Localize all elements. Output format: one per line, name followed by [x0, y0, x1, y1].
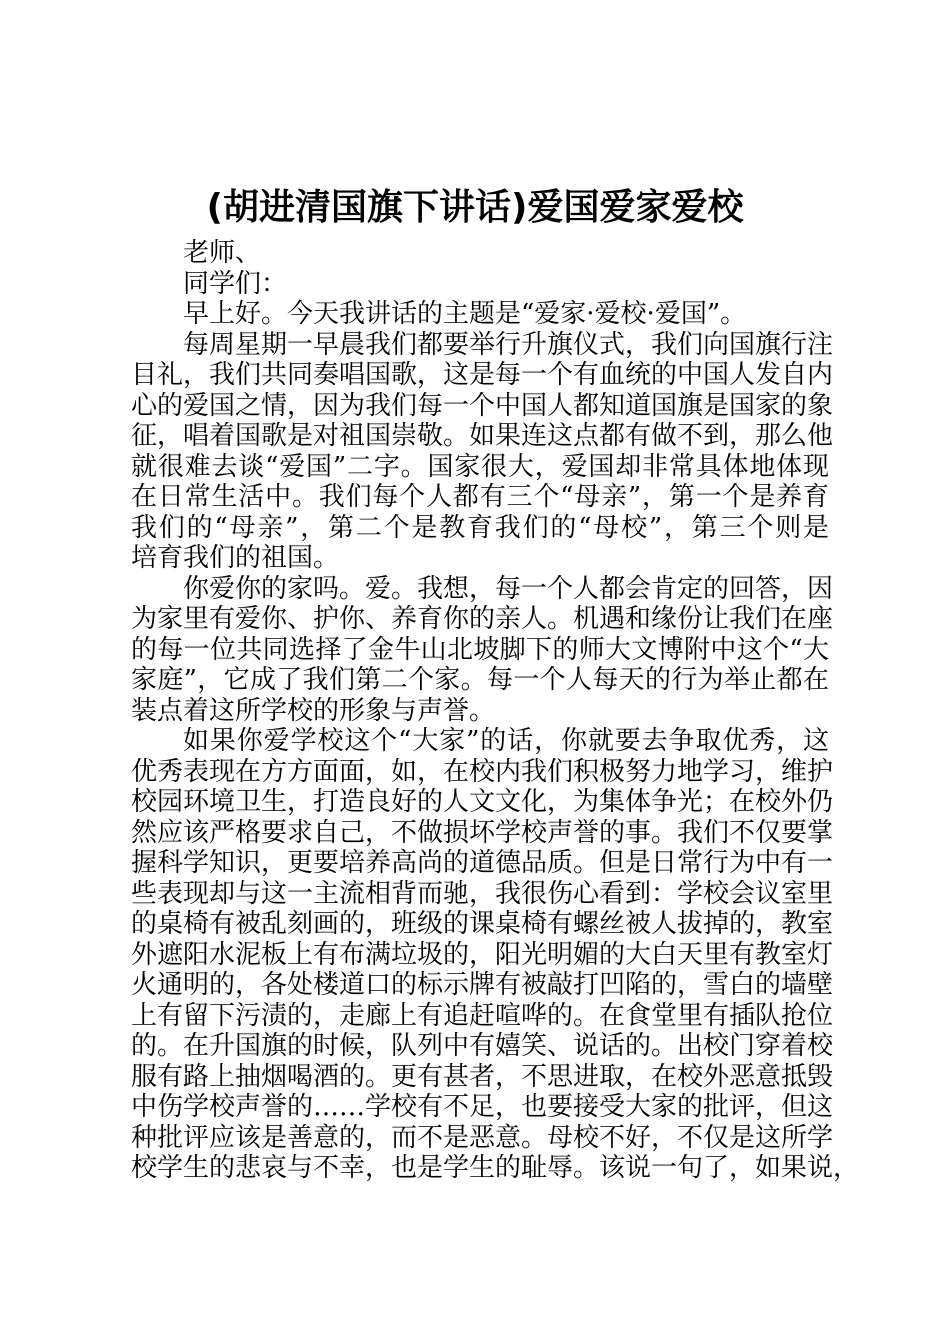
paragraph-line: 你爱你的家吗。爱。我想，每一个人都会肯定的回答，因 — [183, 573, 834, 604]
paragraph-line: 早上好。今天我讲话的主题是“爱家·爱校·爱国”。 — [183, 299, 747, 329]
paragraph-line: 老师、 — [183, 238, 262, 268]
paragraph-line: 心的爱国之情，因为我们每一个中国人都知道国旗是国家的象 — [131, 390, 834, 421]
paragraph-line: 培育我们的祖国。 — [131, 543, 340, 573]
paragraph-line: 的每一位共同选择了金牛山北坡脚下的师大文博附中这个“大 — [131, 634, 829, 665]
paragraph-line: 握科学知识，更要培养高尚的道德品质。但是日常行为中有一 — [131, 848, 834, 878]
paragraph-line: 上有留下污渍的，走廊上有追赶喧哗的。在食堂里有插队抢位 — [131, 1000, 834, 1031]
paragraph-line: 中伤学校声誉的……学校有不足，也要接受大家的批评，但这 — [131, 1092, 834, 1122]
paragraph-line: 征，唱着国歌是对祖国崇敬。如果连这点都有做不到，那么他 — [131, 421, 834, 451]
paragraph-line: 在日常生活中。我们每个人都有三个“母亲”，第一个是养育 — [131, 482, 829, 512]
paragraph-line: 的桌椅有被乱刻画的，班级的课桌椅有螺丝被人拔掉的，教室 — [131, 909, 834, 939]
paragraph-line: 优秀表现在方方面面，如，在校内我们积极努力地学习，维护 — [131, 756, 834, 787]
paragraph-line: 些表现却与这一主流相背而驰，我很伤心看到：学校会议室里 — [131, 878, 834, 909]
paragraph-line: 同学们： — [183, 268, 288, 299]
paragraph-line: 服有路上抽烟喝酒的。更有甚者，不思进取，在校外恶意抵毁 — [131, 1061, 834, 1092]
paragraph-line: 我们的“母亲”，第二个是教育我们的“母校”，第三个则是 — [131, 512, 829, 543]
document-title: (胡进清国旗下讲话)爱国爱家爱校 — [206, 187, 744, 228]
paragraph-line: 校学生的悲哀与不幸，也是学生的耻辱。该说一句了，如果说， — [131, 1153, 860, 1183]
paragraph-line: 种批评应该是善意的，而不是恶意。母校不好，不仅是这所学 — [131, 1122, 834, 1153]
paragraph-line: 如果你爱学校这个“大家”的话，你就要去争取优秀，这 — [183, 726, 829, 756]
document-body — [131, 238, 860, 1184]
paragraph-line: 装点着这所学校的形象与声誉。 — [131, 695, 496, 726]
paragraph-line: 就很难去谈“爱国”二字。国家很大，爱国却非常具体地体现 — [131, 451, 829, 482]
paragraph-line: 火通明的，各处楼道口的标示牌有被敲打凹陷的，雪白的墙壁 — [131, 970, 834, 1000]
paragraph-line: 然应该严格要求自己，不做损坏学校声誉的事。我们不仅要掌 — [131, 817, 834, 848]
paragraph-line: 目礼，我们共同奏唱国歌，这是每一个有血统的中国人发自内 — [131, 360, 834, 390]
paragraph-line: 为家里有爱你、护你、养育你的亲人。机遇和缘份让我们在座 — [131, 604, 834, 634]
paragraph-line: 家庭”，它成了我们第二个家。每一个人每天的行为举止都在 — [131, 665, 829, 695]
paragraph-line: 外遮阳水泥板上有布满垃圾的，阳光明媚的大白天里有教室灯 — [131, 939, 834, 970]
paragraph-line: 的。在升国旗的时候，队列中有嬉笑、说话的。出校门穿着校 — [131, 1031, 834, 1061]
paragraph-line: 校园环境卫生，打造良好的人文文化，为集体争光；在校外仍 — [131, 787, 834, 817]
paragraph-line: 每周星期一早晨我们都要举行升旗仪式，我们向国旗行注 — [183, 329, 834, 360]
